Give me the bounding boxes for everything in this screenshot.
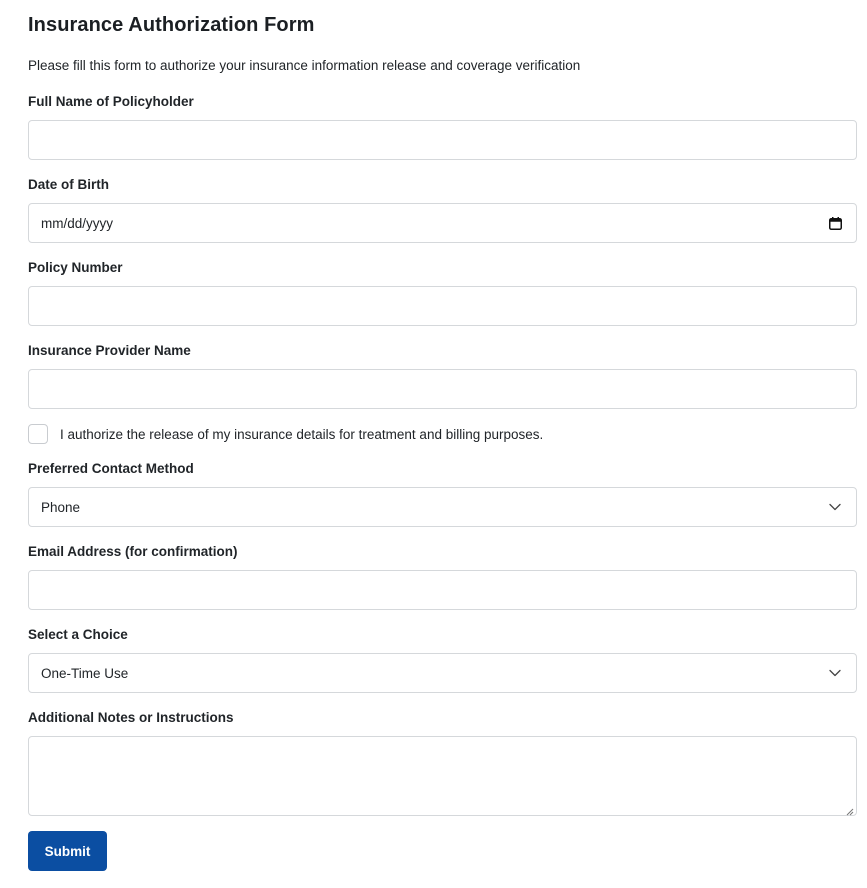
authorize-checkbox[interactable]	[28, 424, 48, 444]
resize-handle-icon[interactable]	[844, 803, 854, 813]
choice-value: One-Time Use	[41, 665, 129, 681]
calendar-icon[interactable]	[828, 216, 842, 230]
dob-placeholder: mm/dd/yyyy	[41, 215, 114, 231]
dob-input[interactable]	[28, 203, 857, 243]
email-label: Email Address (for confirmation)	[28, 544, 238, 559]
contact-method-value: Phone	[41, 499, 81, 515]
form-description: Please fill this form to authorize your insurance information release and coverage verification	[28, 58, 581, 73]
contact-method-select[interactable]	[28, 487, 857, 527]
provider-label: Insurance Provider Name	[28, 343, 191, 358]
contact-method-label: Preferred Contact Method	[28, 461, 194, 476]
full-name-label: Full Name of Policyholder	[28, 94, 194, 109]
full-name-input[interactable]	[28, 120, 857, 160]
submit-button[interactable]: Submit	[28, 831, 107, 871]
dob-label: Date of Birth	[28, 177, 109, 192]
page-title: Insurance Authorization Form	[28, 14, 315, 36]
policy-number-input[interactable]	[28, 286, 857, 326]
email-input[interactable]	[28, 570, 857, 610]
chevron-down-icon	[828, 666, 842, 680]
choice-label: Select a Choice	[28, 627, 128, 642]
notes-textarea[interactable]	[28, 736, 857, 816]
notes-label: Additional Notes or Instructions	[28, 710, 234, 725]
policy-number-label: Policy Number	[28, 260, 123, 275]
provider-input[interactable]	[28, 369, 857, 409]
choice-select[interactable]	[28, 653, 857, 693]
chevron-down-icon	[828, 500, 842, 514]
authorize-label[interactable]: I authorize the release of my insurance details for treatment and billing purposes.	[60, 427, 544, 442]
